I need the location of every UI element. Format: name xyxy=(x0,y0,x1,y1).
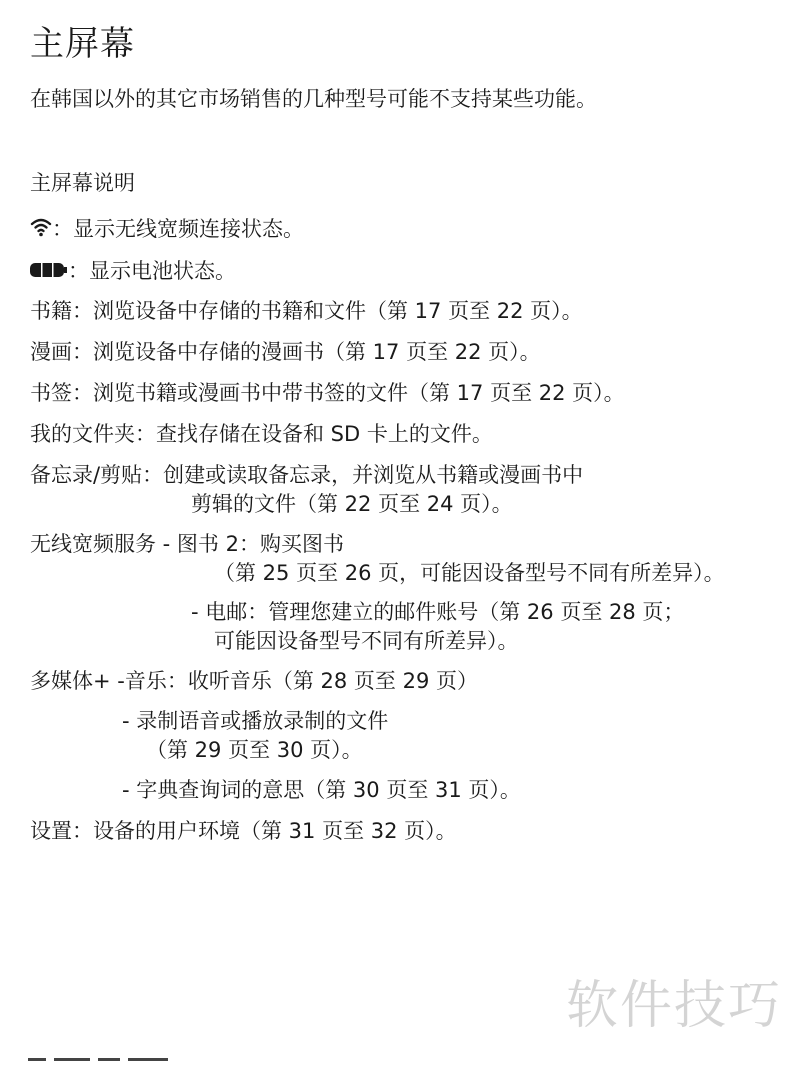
battery-status-text: ：显示电池状态。 xyxy=(68,259,236,283)
record-line-2: （第 29 页至 30 页）。 xyxy=(146,738,363,762)
my-files-line: 我的文件夹：查找存储在设备和 SD 卡上的文件。 xyxy=(30,422,493,446)
wifi-status-line xyxy=(30,214,304,245)
page-footer-fragment xyxy=(28,1058,198,1066)
watermark: 软件技巧 xyxy=(566,976,783,1036)
page-title: 主屏幕 xyxy=(30,24,135,64)
email-line-2: 可能因设备型号不同有所差异）。 xyxy=(214,629,519,653)
intro-text: 在韩国以外的其它市场销售的几种型号可能不支持某些功能。 xyxy=(30,87,597,111)
settings-line: 设置：设备的用户环境（第 31 页至 32 页）。 xyxy=(30,819,457,843)
books-line: 书籍：浏览设备中存储的书籍和文件（第 17 页至 22 页）。 xyxy=(30,299,583,323)
comics-line: 漫画：浏览设备中存储的漫画书（第 17 页至 22 页）。 xyxy=(30,340,541,364)
wireless-line-2: （第 25 页至 26 页，可能因设备型号不同有所差异）。 xyxy=(214,561,725,585)
wifi-status-text: ：显示无线宽频连接状态。 xyxy=(52,217,304,241)
battery-status-line xyxy=(30,256,236,287)
wireless-line-1: 无线宽频服务 - 图书 2：购买图书 xyxy=(30,532,344,556)
email-line-1: - 电邮：管理您建立的邮件账号（第 26 页至 28 页； xyxy=(191,600,685,624)
bookmarks-line: 书签：浏览书籍或漫画书中带书签的文件（第 17 页至 22 页）。 xyxy=(30,381,625,405)
memo-line-1: 备忘录/剪贴：创建或读取备忘录，并浏览从书籍或漫画书中 xyxy=(30,463,584,487)
record-line-1: - 录制语音或播放录制的文件 xyxy=(122,709,389,733)
battery-icon xyxy=(30,257,68,287)
multimedia-line: 多媒体+ -音乐：收听音乐（第 28 页至 29 页） xyxy=(30,669,478,693)
wifi-icon xyxy=(30,215,52,245)
dictionary-line: - 字典查询词的意思（第 30 页至 31 页）。 xyxy=(122,778,521,802)
memo-line-2: 剪辑的文件（第 22 页至 24 页）。 xyxy=(191,492,513,516)
section-heading: 主屏幕说明 xyxy=(30,171,135,195)
